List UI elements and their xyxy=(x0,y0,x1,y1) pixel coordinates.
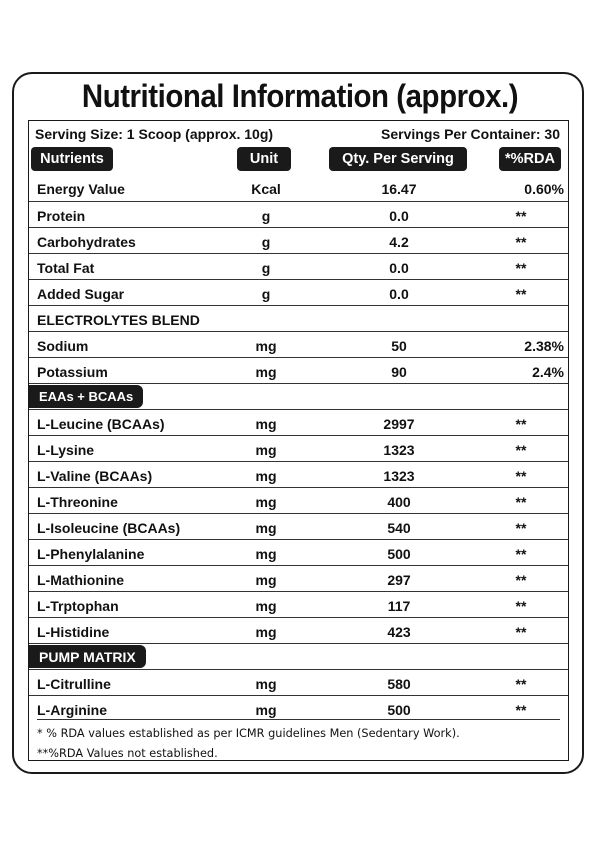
footnote-rda: * % RDA values established as per ICMR guidelines Men (Sedentary Work). xyxy=(37,727,460,740)
table-row: L-Isoleucine (BCAAs) mg 540 ** xyxy=(29,513,568,540)
table-row: Carbohydrates g 4.2 ** xyxy=(29,227,568,254)
nutrition-table xyxy=(28,120,569,761)
section-pump xyxy=(29,643,568,670)
serving-info xyxy=(35,124,560,144)
table-row: Potassium mg 90 2.4% xyxy=(29,357,568,384)
table-row: L-Mathionine mg 297 ** xyxy=(29,565,568,592)
table-row: L-Arginine mg 500 ** xyxy=(29,695,568,722)
header-nutrients: Nutrients xyxy=(31,147,113,171)
header-rda: *%RDA xyxy=(499,147,561,171)
table-row: L-Leucine (BCAAs) mg 2997 ** xyxy=(29,409,568,436)
page-title: Nutritional Information (approx.) xyxy=(81,78,519,114)
table-row: L-Histidine mg 423 ** xyxy=(29,617,568,644)
table-row: Total Fat g 0.0 ** xyxy=(29,253,568,280)
table-row: Added Sugar g 0.0 ** xyxy=(29,279,568,306)
table-row: L-Phenylalanine mg 500 ** xyxy=(29,539,568,566)
footnote-not-established: **%RDA Values not established. xyxy=(37,747,218,760)
table-row: L-Threonine mg 400 ** xyxy=(29,487,568,514)
serving-size: Serving Size: 1 Scoop (approx. 10g) xyxy=(35,126,274,142)
section-eaas xyxy=(29,383,568,410)
table-row: Sodium mg 50 2.38% xyxy=(29,331,568,358)
table-row: Protein g 0.0 ** xyxy=(29,201,568,228)
table-row: L-Trptophan mg 117 ** xyxy=(29,591,568,618)
table-row: L-Valine (BCAAs) mg 1323 ** xyxy=(29,461,568,488)
section-pump-label: PUMP MATRIX xyxy=(29,645,146,668)
header-qty: Qty. Per Serving xyxy=(329,147,467,171)
footnotes xyxy=(37,719,560,764)
section-electrolytes: ELECTROLYTES BLEND xyxy=(29,305,568,332)
header-unit: Unit xyxy=(237,147,291,171)
table-row: L-Lysine mg 1323 ** xyxy=(29,435,568,462)
section-eaas-label: EAAs + BCAAs xyxy=(29,385,143,408)
table-row: L-Citrulline mg 580 ** xyxy=(29,669,568,696)
table-row: Energy Value Kcal 16.47 0.60% xyxy=(37,181,564,197)
servings-per-container: Servings Per Container: 30 xyxy=(381,126,560,142)
